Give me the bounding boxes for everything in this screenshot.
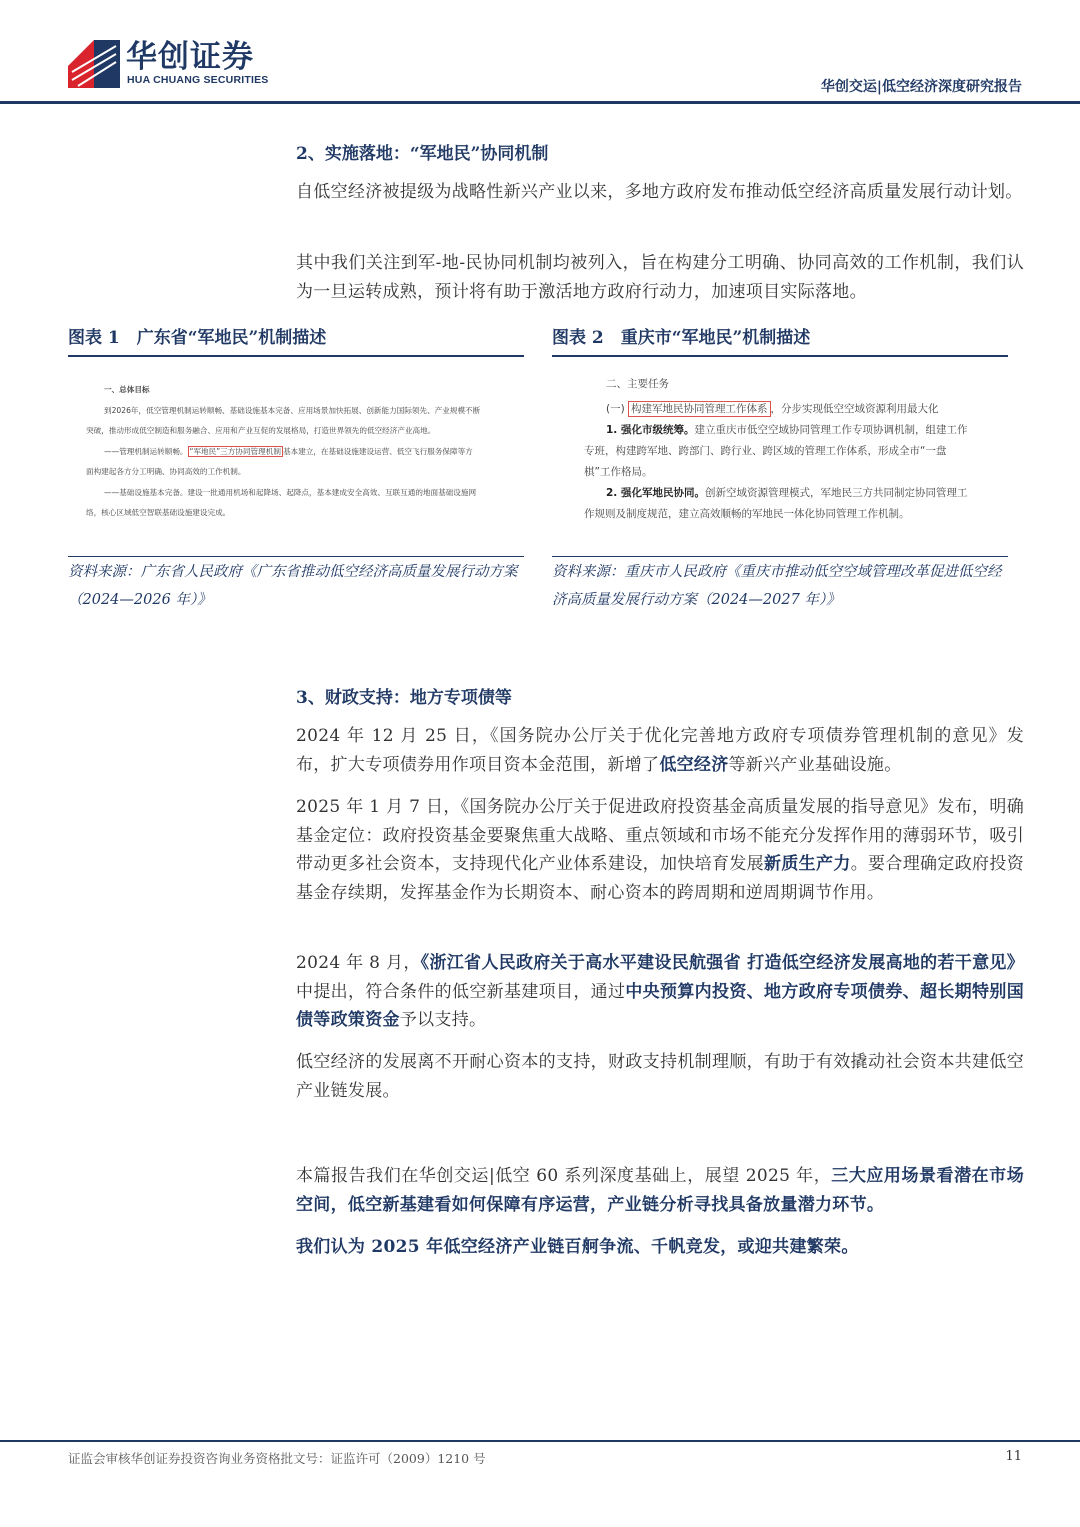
company-logo-icon: [68, 36, 120, 88]
figure-1-top-rule: [68, 355, 524, 357]
figure-2-image-line: 建立重庆市低空空域协同管理工作专项协调机制，组建工作: [694, 424, 968, 436]
paragraph-text: 。要合理确定政府投资基金存续期，发挥基金作为长期资本、耐心资本的跨周期和逆周期调节作用。: [296, 854, 1024, 903]
paragraph-text: 予以支持。: [399, 1010, 487, 1030]
report-title: 华创交运|低空经济深度研究报告: [820, 79, 1022, 95]
figure-2-bottom-rule: [552, 556, 1008, 557]
emphasis-text: 新质生产力: [764, 854, 851, 874]
figure-1-image-line: ——管理机制运转顺畅。: [104, 446, 188, 456]
paragraph-text: 2025 年 1 月 7 日，《国务院办公厅关于促进政府投资基金高质量发展的指导意见》发布，明确基金定位：政府投资基金要聚焦重大战略、重点领域和市场不能充分发挥作用的薄弱环节，吸引带动更多社会资本，支持现代化产业体系建设，加快培育发展: [296, 797, 1024, 874]
summary-paragraph-2: [296, 1233, 1024, 1262]
section-3-paragraph-4: 低空经济的发展离不开耐心资本的支持，财政支持机制理顺，有助于有效撬动社会资本共建低空产业链发展。: [296, 1052, 1024, 1101]
emphasis-text: 中央预算内投资、地方政府专项债券、超长期特别国债等政策资金: [296, 981, 1024, 1030]
section-3-paragraph-2: [296, 793, 1024, 907]
summary-paragraph-1: [296, 1162, 1024, 1219]
section-3-heading: 3、财政支持：地方专项债等: [296, 688, 512, 708]
footer-license-text: 证监会审核华创证券投资咨询业务资格批文号：证监许可（2009）1210 号: [68, 1451, 486, 1466]
figure-1-image-line: 基本建立，在基础设施建设运营、低空飞行服务保障等方: [282, 446, 473, 456]
figure-2-image: [584, 374, 1004, 525]
emphasis-text: 《浙江省人民政府关于高水平建设民航强省 打造低空经济发展高地的若干意见》: [420, 953, 1025, 973]
figure-2-image-line: 作规则及制度规范，建立高效顺畅的军地民一体化协同管理工作机制。: [584, 508, 910, 520]
footer-divider: [0, 1440, 1080, 1442]
paragraph-text: 本篇报告我们在华创交运|低空 60 系列深度基础上，展望 2025 年，: [296, 1166, 832, 1186]
figure-2-source: 资料来源：重庆市人民政府《重庆市推动低空空域管理改革促进低空经济高质量发展行动方案（2024—2027 年）》: [552, 564, 1002, 608]
figure-2-image-line: 创新空域资源管理模式，军地民三方共同制定协同管理工: [704, 487, 968, 499]
figure-2-image-heading: 二、主要任务: [606, 378, 669, 390]
figure-1-image-line: 突破，推动形成低空制造和服务融合、应用和产业互促的发展格局，打造世界领先的低空经济产业高地。: [86, 426, 436, 435]
figure-1-title: 图表 1 广东省“军地民”机制描述: [68, 328, 327, 348]
figure-2-image-line: (一): [606, 403, 625, 415]
section-2-paragraph-2: 其中我们关注到军-地-民协同机制均被列入，旨在构建分工明确、协同高效的工作机制，我们认为一旦运转成熟，预计将有助于激活地方政府行动力，加速项目实际落地。: [296, 253, 1024, 302]
page-number: 11: [1005, 1449, 1022, 1464]
figure-2-top-rule: [552, 355, 1008, 357]
figure-2-image-line: 棋”工作格局。: [584, 466, 653, 478]
figure-1-image: [68, 380, 524, 524]
header-divider: [0, 101, 1080, 104]
paragraph-text: 中提出，符合条件的低空新基建项目，通过: [296, 981, 626, 1002]
figure-1-image-line: 络，核心区域低空智联基础设施建设完成。: [86, 508, 231, 517]
figure-1-bottom-rule: [68, 556, 524, 557]
paragraph-text: 2024 年 12 月 25 日，《国务院办公厅关于优化完善地方政府专项债券管理机制的意见》发布，扩大专项债券用作项目资本金范围，新增了: [296, 726, 1024, 775]
section-2-heading: 2、实施落地：“军地民”协同机制: [296, 144, 549, 164]
figure-2-image-line: ，分步实现低空空域资源利用最大化: [770, 403, 939, 415]
section-3-paragraph-1: [296, 722, 1024, 779]
emphasis-text: 三大应用场景看潜在市场空间，低空新基建看如何保障有序运营，产业链分析寻找具备放量潜力环节。: [296, 1166, 1024, 1215]
section-3-paragraph-3: [296, 949, 1024, 1035]
emphasis-text: 低空经济: [659, 754, 729, 775]
emphasis-text: 我们认为 2025 年低空经济产业链百舸争流、千帆竞发，或迎共建繁荣。: [296, 1237, 859, 1257]
figure-2-image-line: 1. 强化市级统筹。: [606, 424, 695, 436]
figure-1-highlight-box: “军地民”三方协同管理机制: [189, 446, 281, 456]
logo-chinese-name: 华创证券: [126, 39, 254, 75]
paragraph-text: 等新兴产业基础设施。: [728, 754, 902, 775]
figure-2-title: 图表 2 重庆市“军地民”机制描述: [552, 328, 811, 348]
section-2-paragraph-1: 自低空经济被提级为战略性新兴产业以来，多地方政府发布推动低空经济高质量发展行动计划。: [296, 182, 1023, 202]
logo-english-name: HUA CHUANG SECURITIES: [127, 74, 269, 86]
figure-1-image-line: 到2026年，低空管理机制运转顺畅、基础设施基本完备、应用场景加快拓展、创新能力国际领先、产业规模不断: [104, 405, 481, 415]
figure-2-image-line: 专班，构建跨军地、跨部门、跨行业、跨区域的管理工作体系，形成全市“一盘: [584, 445, 947, 457]
figure-1-image-line: ——基础设施基本完备。建设一批通用机场和起降场、起降点，基本建成安全高效、互联互通的地面基础设施网: [104, 487, 477, 497]
figure-1-source: 资料来源：广东省人民政府《广东省推动低空经济高质量发展行动方案（2024—2026 年）》: [68, 564, 518, 608]
figure-1-image-heading: 一、总体目标: [104, 385, 150, 394]
figure-2-highlight-box: 构建军地民协同管理工作体系: [628, 401, 771, 417]
paragraph-text: 2024 年 8 月，: [296, 953, 421, 973]
figure-2-image-line: 2. 强化军地民协同。: [606, 487, 705, 499]
figure-1-image-line: 面构建起各方分工明确、协同高效的工作机制。: [86, 467, 246, 476]
